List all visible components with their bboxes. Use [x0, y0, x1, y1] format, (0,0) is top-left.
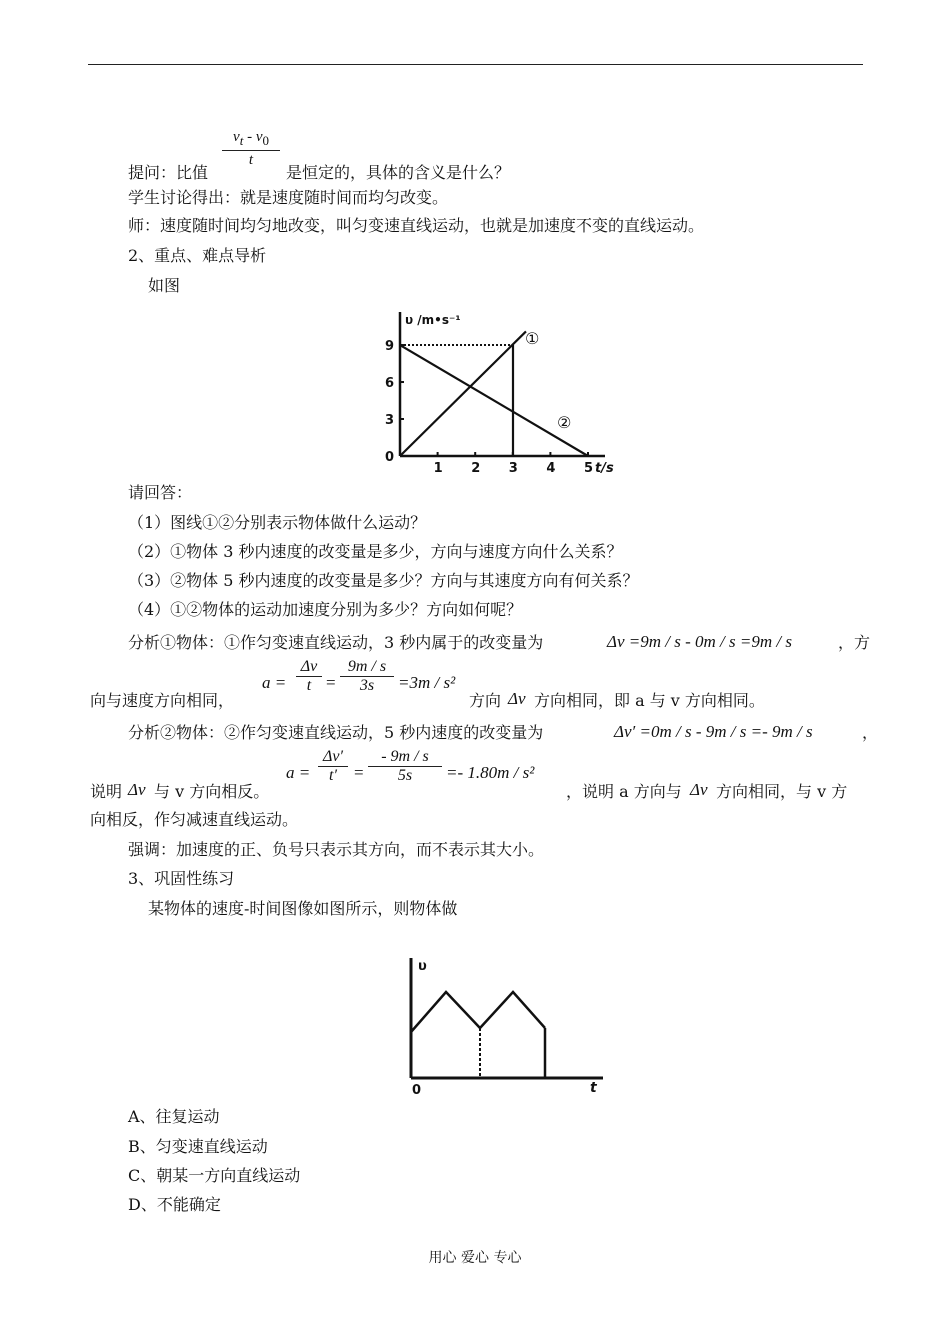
analysis-1-dv: Δv [508, 689, 526, 708]
analysis-2-result: =- 1.80m / s² [446, 763, 535, 782]
analysis-1-equation: Δv =9m / s - 0m / s =9m / s [607, 632, 792, 651]
analysis-1-frac1: Δv t [296, 658, 322, 695]
x-axis-label: t/s [595, 461, 614, 476]
as-figure-label: 如图 [148, 276, 181, 295]
x-tick-label: 3 [508, 461, 518, 476]
analysis-2-equation: Δv′ =0m / s - 9m / s =- 9m / s [614, 722, 813, 741]
analysis-2-frac1: Δv′ t′ [318, 748, 348, 785]
y-axis-label: υ [418, 959, 427, 974]
analysis-1-text: 分析①物体：①作匀变速直线运动，3 秒内属于的改变量为 [128, 633, 544, 652]
analysis-1-a-lhs: a = [262, 673, 287, 692]
question-3: （3）②物体 5 秒内速度的改变量是多少？方向与其速度方向有何关系？ [128, 571, 639, 590]
analysis-2-dv-1: Δv [128, 780, 146, 799]
y-tick-label: 0 [385, 450, 395, 465]
analysis-2-text: 分析②物体：②作匀变速直线运动，5 秒内速度的改变量为 [128, 723, 544, 742]
option-c: C、朝某一方向直线运动 [128, 1166, 301, 1185]
page-footer: 用心 爱心 专心 [428, 1250, 522, 1266]
question-1: （1）图线①②分别表示物体做什么运动？ [128, 513, 427, 532]
x-tick-label: 4 [546, 461, 556, 476]
x-axis-label: t [590, 1080, 597, 1096]
emphasis: 强调：加速度的正、负号只表示其方向，而不表示其大小。 [128, 840, 545, 859]
analysis-1-result: =3m / s² [398, 673, 456, 692]
y-axis-label: υ /m•s⁻¹ [405, 313, 461, 327]
x-tick-label: 2 [471, 461, 481, 476]
option-d: D、不能确定 [128, 1195, 221, 1214]
analysis-2-line2-prefix: 说明 [90, 782, 123, 801]
zigzag-velocity-line [411, 992, 545, 1032]
vt-graph-1 [365, 300, 625, 480]
teacher-statement: 师：速度随时间均匀地改变，叫匀变速直线运动，也就是加速度不变的直线运动。 [128, 216, 705, 235]
series-line-1 [400, 331, 526, 456]
y-tick-label: 3 [385, 413, 395, 429]
analysis-2-line2-end: 方向相同，与 v 方 [716, 782, 848, 801]
y-tick-label: 6 [385, 376, 395, 392]
analysis-1-eq-sign: = [326, 673, 336, 692]
question-ratio-suffix: 是恒定的，具体的含义是什么？ [286, 163, 511, 182]
option-a: A、往复运动 [128, 1107, 220, 1126]
ratio-fraction: $v_t - v_0$ t [222, 128, 280, 169]
x-tick-label: 5 [584, 461, 594, 476]
analysis-2-line3: 向相反，作匀减速直线运动。 [90, 810, 299, 829]
analysis-2-line2-mid: 与 v 方向相反。 [154, 782, 270, 801]
analysis-2-a-lhs: a = [286, 763, 311, 782]
analysis-2-tail: ， [862, 723, 879, 742]
x-tick-label: 1 [433, 461, 443, 476]
analysis-1-frac2: 9m / s 3s [340, 658, 394, 695]
analysis-2-frac2: - 9m / s 5s [368, 748, 442, 785]
analysis-2-line2-after: ，说明 a 方向与 [566, 782, 682, 801]
option-b: B、匀变速直线运动 [128, 1137, 268, 1156]
question-4: （4）①②物体的运动加速度分别为多少？方向如何呢？ [128, 600, 523, 619]
analysis-1-tail: ，方 [838, 633, 871, 652]
header-rule [88, 64, 863, 65]
section-heading-3: 3、巩固性练习 [128, 869, 235, 888]
analysis-1-line2-prefix: 向与速度方向相同， [90, 691, 235, 710]
analysis-1-line2-mid: 方向 [469, 691, 502, 710]
question-ratio-prefix: 提问：比值 [128, 163, 209, 182]
please-answer: 请回答： [128, 483, 193, 502]
analysis-1-line2-end: 方向相同，即 a 与 v 方向相同。 [534, 691, 765, 710]
question-2: （2）①物体 3 秒内速度的改变量是多少，方向与速度方向什么关系？ [128, 542, 623, 561]
student-discussion: 学生讨论得出：就是速度随时间而均匀改变。 [128, 188, 449, 207]
analysis-2-eq-sign: = [354, 763, 364, 782]
series-label-1: ① [525, 329, 540, 348]
origin-label: 0 [412, 1083, 422, 1098]
analysis-2-dv-2: Δv [690, 780, 708, 799]
y-tick-label: 9 [385, 339, 395, 355]
exercise-prompt: 某物体的速度-时间图像如图所示，则物体做 [148, 899, 458, 918]
series-label-2: ② [557, 413, 572, 432]
vt-graph-2 [398, 952, 618, 1102]
section-heading-2: 2、重点、难点导析 [128, 246, 267, 265]
